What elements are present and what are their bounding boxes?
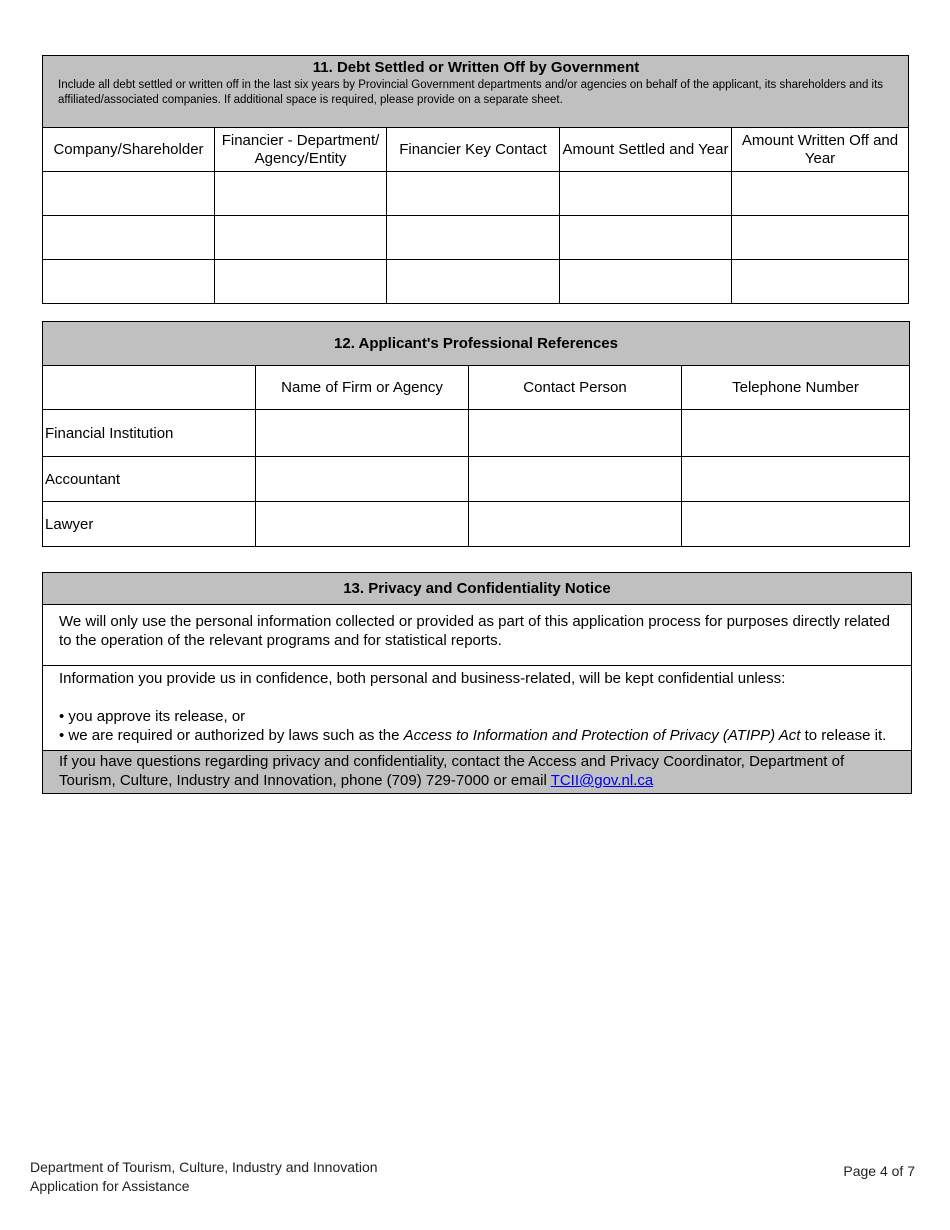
table-row bbox=[43, 410, 910, 457]
column-header: Amount Written Off and Year bbox=[732, 128, 909, 172]
professional-references-table bbox=[42, 321, 910, 547]
contact-person-field[interactable] bbox=[469, 457, 682, 502]
bullet-item: • we are required or authorized by laws such as the Access to Information and Protection of Privacy (ATIPP) Act to release it. bbox=[59, 727, 887, 744]
column-header: Financier - Department/ Agency/Entity bbox=[215, 128, 387, 172]
company-shareholder-field[interactable] bbox=[43, 172, 215, 216]
firm-name-field[interactable] bbox=[256, 410, 469, 457]
section-11-intro: Include all debt settled or written off in the last six years by Provincial Government departments and/or agencies on behalf of the applicant, its shareholders and its affiliated/associated companies. If additional space is required, please provide on a separate sheet. bbox=[58, 79, 884, 106]
column-header: Telephone Number bbox=[682, 366, 910, 410]
debt-settled-table bbox=[42, 55, 909, 304]
table-row bbox=[43, 172, 909, 216]
confidentiality-paragraph bbox=[43, 666, 912, 751]
page-footer bbox=[30, 1158, 378, 1196]
firm-name-field[interactable] bbox=[256, 502, 469, 547]
firm-name-field[interactable] bbox=[256, 457, 469, 502]
column-header: Company/Shareholder bbox=[43, 128, 215, 172]
section-13-title: 13. Privacy and Confidentiality Notice bbox=[43, 573, 912, 605]
column-header bbox=[43, 366, 256, 410]
email-link[interactable]: TCII@gov.nl.ca bbox=[550, 772, 654, 789]
page-number: Page 4 of 7 bbox=[843, 1163, 915, 1179]
amount-written-off-field[interactable] bbox=[732, 216, 909, 260]
atipp-act-title: Access to Information and Protection of Privacy (ATIPP) Act bbox=[403, 727, 801, 744]
section-11-header bbox=[43, 56, 909, 128]
confidentiality-intro: Information you provide us in confidence, both personal and business-related, will be kept confidential unless: bbox=[59, 670, 786, 687]
column-header: Contact Person bbox=[469, 366, 682, 410]
row-label: Financial Institution bbox=[43, 410, 256, 457]
amount-settled-field[interactable] bbox=[560, 260, 732, 304]
bullet-item: • you approve its release, or bbox=[59, 708, 246, 725]
privacy-contact: If you have questions regarding privacy and confidentiality, contact the Access and Privacy Coordinator, Department of Tourism, Culture, Industry and Innovation, phone (709) 729-7000 or email TCII@gov.nl.ca bbox=[43, 751, 912, 794]
company-shareholder-field[interactable] bbox=[43, 216, 215, 260]
financier-department-field[interactable] bbox=[215, 172, 387, 216]
table-row bbox=[43, 502, 910, 547]
financier-department-field[interactable] bbox=[215, 216, 387, 260]
footer-department: Department of Tourism, Culture, Industry and Innovation bbox=[30, 1159, 378, 1175]
row-label: Accountant bbox=[43, 457, 256, 502]
column-header: Name of Firm or Agency bbox=[256, 366, 469, 410]
column-header: Amount Settled and Year bbox=[560, 128, 732, 172]
privacy-notice-table bbox=[42, 572, 912, 794]
financier-contact-field[interactable] bbox=[387, 172, 560, 216]
financier-contact-field[interactable] bbox=[387, 260, 560, 304]
table-row bbox=[43, 457, 910, 502]
company-shareholder-field[interactable] bbox=[43, 260, 215, 304]
amount-settled-field[interactable] bbox=[560, 216, 732, 260]
row-label: Lawyer bbox=[43, 502, 256, 547]
telephone-field[interactable] bbox=[682, 410, 910, 457]
contact-person-field[interactable] bbox=[469, 410, 682, 457]
section-12-title: 12. Applicant's Professional References bbox=[43, 322, 910, 366]
column-header: Financier Key Contact bbox=[387, 128, 560, 172]
table-row bbox=[43, 260, 909, 304]
footer-form-name: Application for Assistance bbox=[30, 1178, 190, 1194]
financier-contact-field[interactable] bbox=[387, 216, 560, 260]
financier-department-field[interactable] bbox=[215, 260, 387, 304]
amount-written-off-field[interactable] bbox=[732, 172, 909, 216]
amount-settled-field[interactable] bbox=[560, 172, 732, 216]
telephone-field[interactable] bbox=[682, 502, 910, 547]
amount-written-off-field[interactable] bbox=[732, 260, 909, 304]
telephone-field[interactable] bbox=[682, 457, 910, 502]
table-row bbox=[43, 216, 909, 260]
section-11-title: 11. Debt Settled or Written Off by Government bbox=[312, 59, 640, 76]
privacy-paragraph: We will only use the personal information collected or provided as part of this application process for purposes directly related to the operation of the relevant programs and for statistical reports. bbox=[43, 605, 912, 666]
contact-person-field[interactable] bbox=[469, 502, 682, 547]
